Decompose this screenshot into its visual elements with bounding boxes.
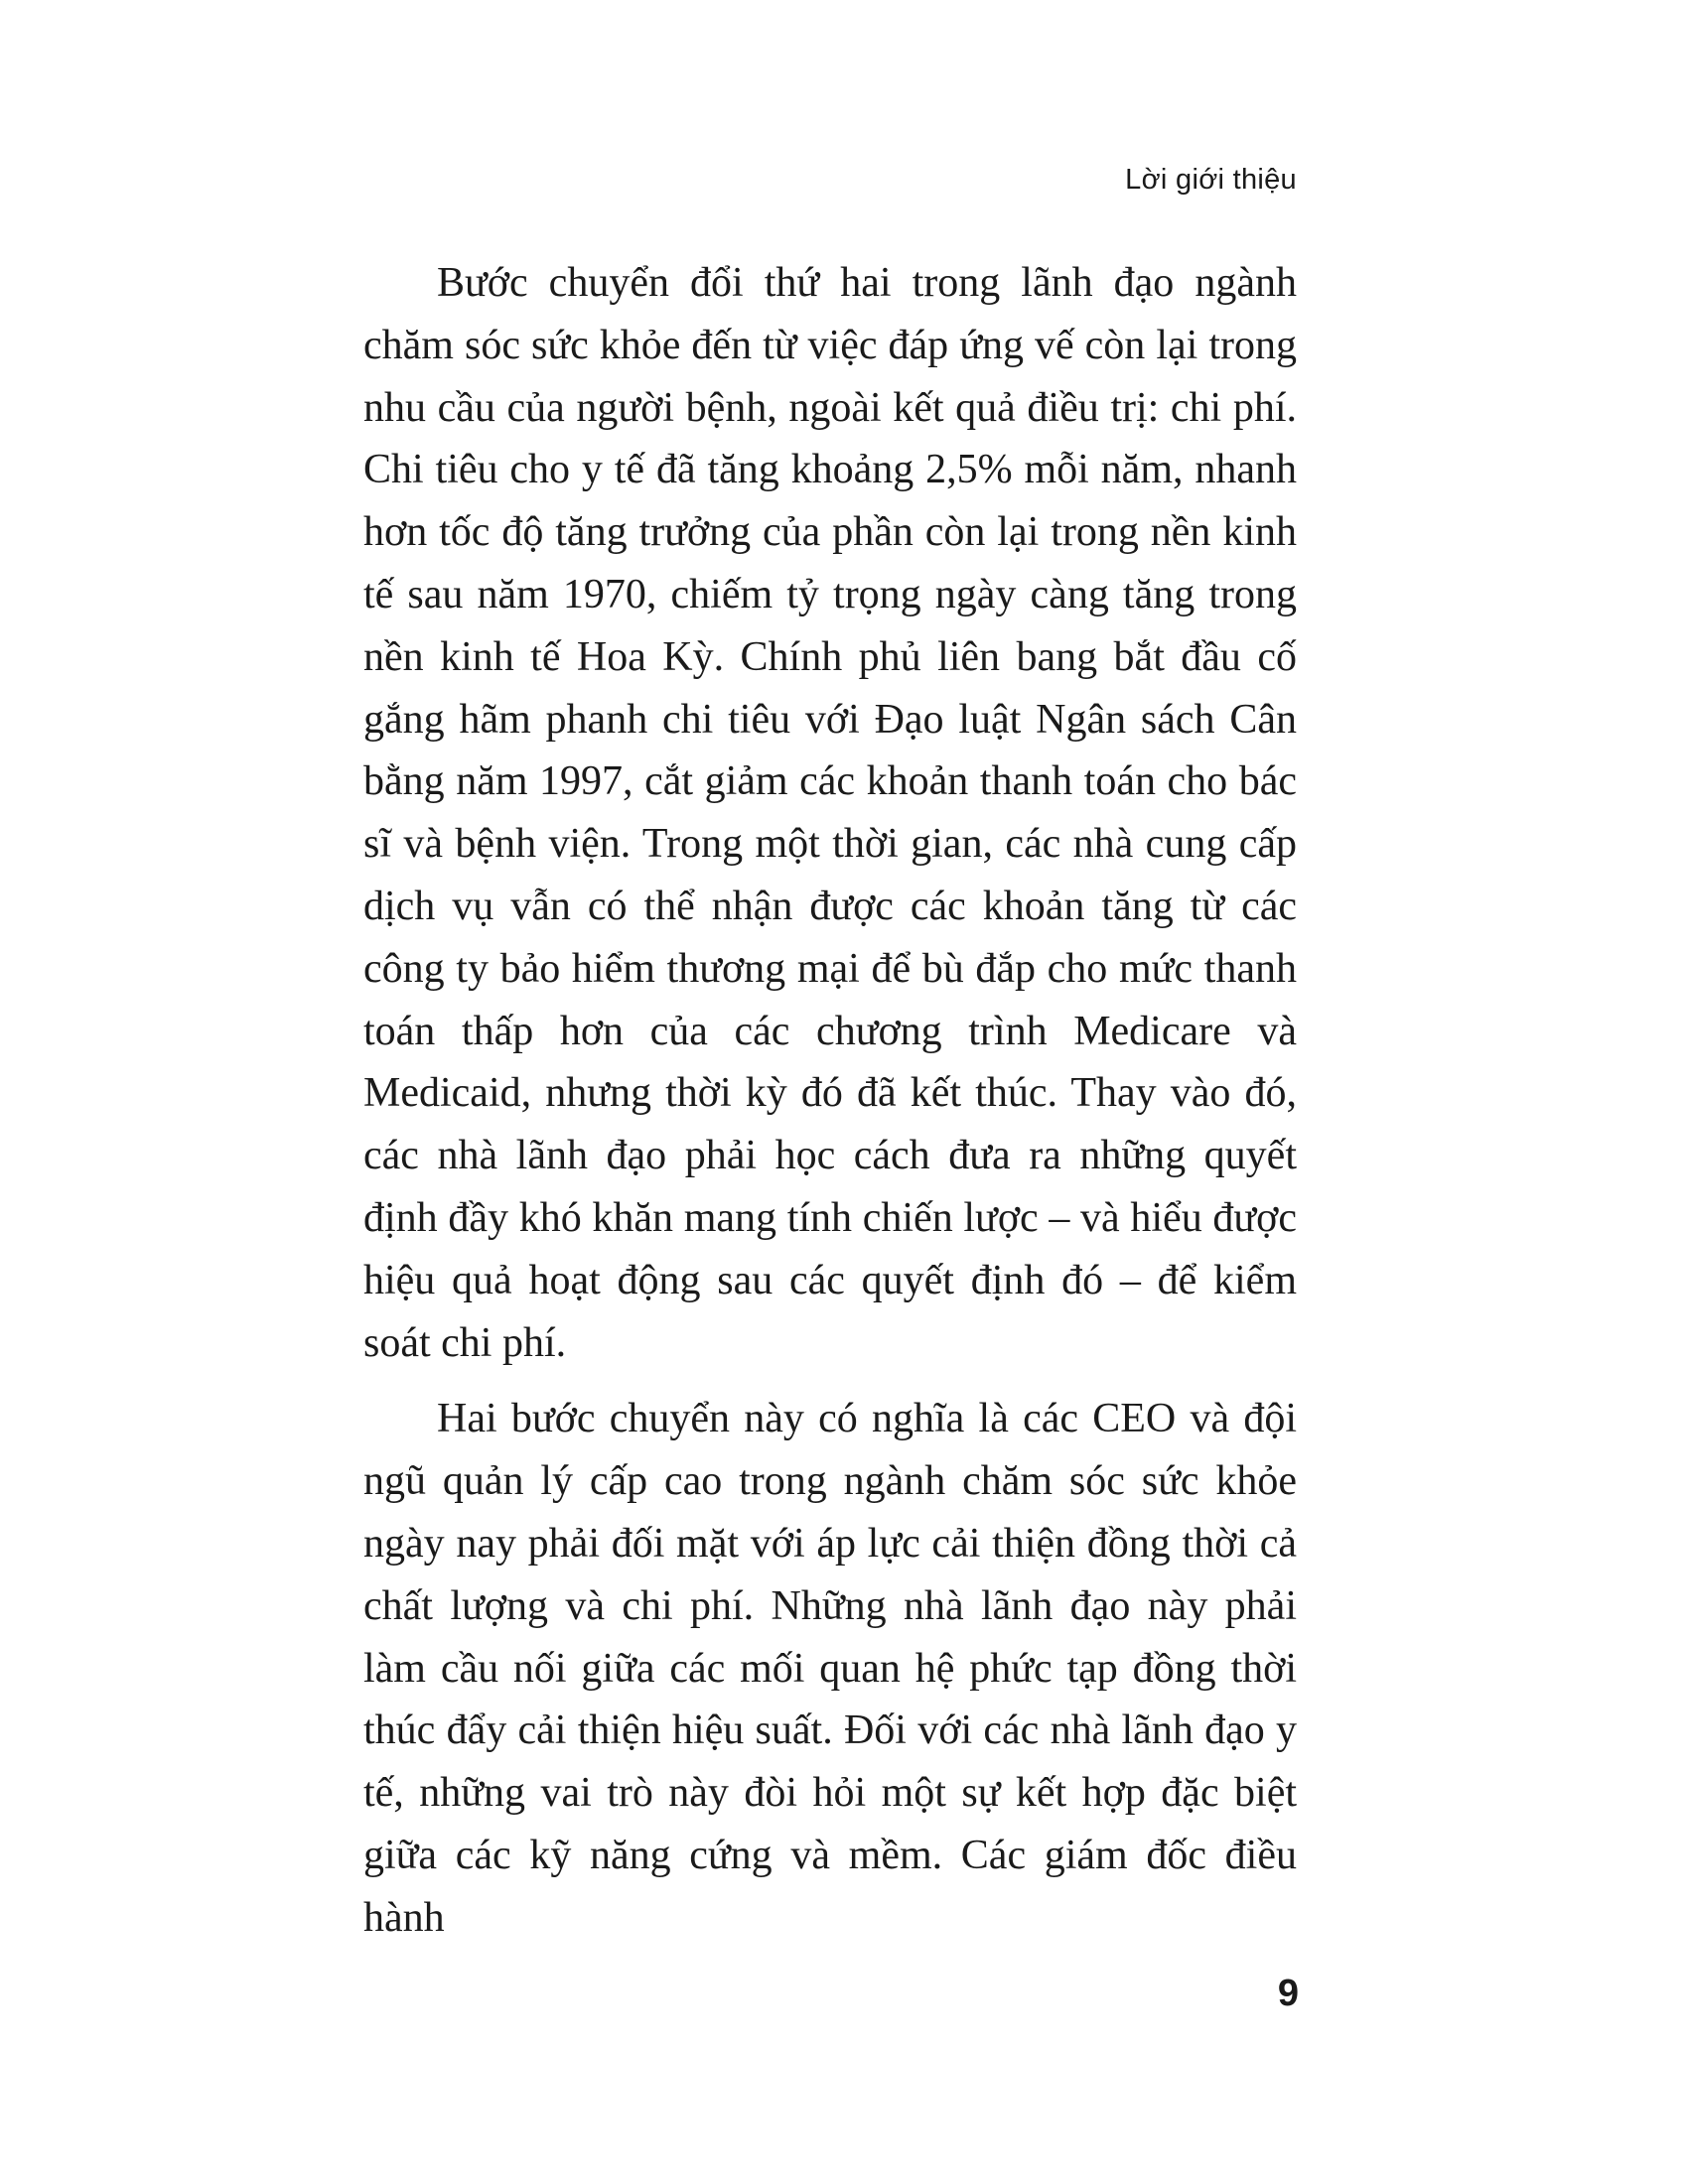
- paragraph-2: Hai bước chuyển này có nghĩa là các CEO và đội ngũ quản lý cấp cao trong ngành chăm sóc sức khỏe ngày nay phải đối mặt với áp lực cải thiện đồng thời cả chất lượng và chi phí. Những nhà lãnh đạo này phải làm cầu nối giữa các mối quan hệ phức tạp đồng thời thúc đẩy cải thiện hiệu suất. Đối với các nhà lãnh đạo y tế, những vai trò này đòi hỏi một sự kết hợp đặc biệt giữa các kỹ năng cứng và mềm. Các giám đốc điều hành: [363, 1396, 1297, 1941]
- body-text: [363, 252, 1297, 1950]
- page-number: 9: [1277, 1973, 1299, 2014]
- paragraph-1: Bước chuyển đổi thứ hai trong lãnh đạo ngành chăm sóc sức khỏe đến từ việc đáp ứng vế còn lại trong nhu cầu của người bệnh, ngoài kết quả điều trị: chi phí. Chi tiêu cho y tế đã tăng khoảng 2,5% mỗi năm, nhanh hơn tốc độ tăng trưởng của phần còn lại trong nền kinh tế sau năm 1970, chiếm tỷ trọng ngày càng tăng trong nền kinh tế Hoa Kỳ. Chính phủ liên bang bắt đầu cố gắng hãm phanh chi tiêu với Đạo luật Ngân sách Cân bằng năm 1997, cắt giảm các khoản thanh toán cho bác sĩ và bệnh viện. Trong một thời gian, các nhà cung cấp dịch vụ vẫn có thể nhận được các khoản tăng từ các công ty bảo hiểm thương mại để bù đắp cho mức thanh toán thấp hơn của các chương trình Medicare và Medicaid, nhưng thời kỳ đó đã kết thúc. Thay vào đó, các nhà lãnh đạo phải học cách đưa ra những quyết định đầy khó khăn mang tính chiến lược – và hiểu được hiệu quả hoạt động sau các quyết định đó – để kiểm soát chi phí.: [363, 260, 1297, 1366]
- running-header: Lời giới thiệu: [1125, 164, 1297, 196]
